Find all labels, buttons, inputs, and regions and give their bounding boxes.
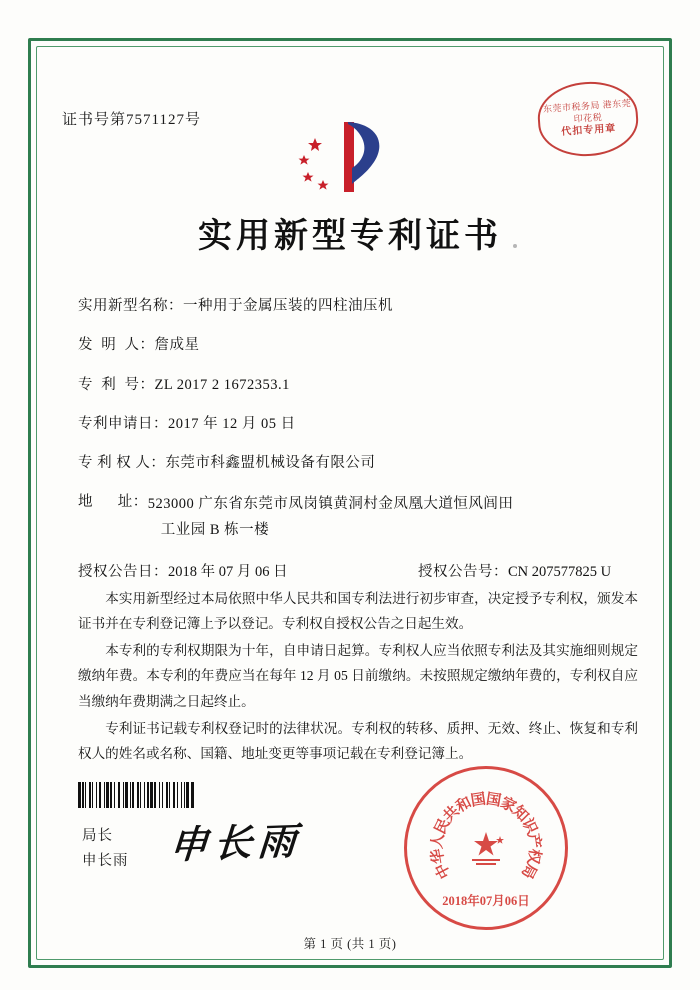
field-value: CN 207577825 U: [508, 564, 612, 581]
certificate-number: 证书号第7571127号: [62, 112, 201, 128]
page-title: 实用新型专利证书: [198, 218, 502, 255]
field-label: 授权公告日：: [78, 564, 168, 581]
field-value: 一种用于金属压装的四柱油压机: [183, 298, 393, 314]
field-row-patentee: [78, 453, 640, 473]
seal-arc-char: 和: [453, 794, 475, 816]
field-value: ZL 2017 2 1672353.1: [154, 376, 290, 393]
seal-arc-char: 产: [524, 832, 543, 850]
publication-number-group: [418, 562, 611, 582]
barcode: [78, 782, 260, 808]
legal-text-block: [78, 586, 638, 768]
handwritten-signature: 申长雨: [168, 817, 304, 868]
cnipa-logo: [282, 118, 402, 198]
publication-date-group: [78, 562, 418, 582]
seal-arc-char: 知: [509, 803, 532, 826]
tax-stamp-line2: 印花税: [573, 112, 603, 125]
page-footer: 第 1 页 (共 1 页): [303, 937, 397, 951]
address-line-1: 523000 广东省东莞市凤岗镇黄洞村金凤凰大道恒风闾田: [147, 496, 514, 513]
field-value: 詹成星: [154, 337, 200, 354]
field-value: 东莞市科鑫盟机械设备有限公司: [165, 455, 376, 472]
seal-arc-char: 国: [469, 791, 488, 810]
field-label: 实用新型名称：: [78, 298, 183, 314]
field-row-application-date: [78, 414, 640, 434]
field-row-inventor: [78, 335, 640, 355]
title-dot-mark: [513, 244, 517, 248]
fields-block: [78, 296, 640, 602]
field-row-utility-model-name: [78, 296, 640, 316]
tax-stamp-line3: 代扣专用章: [561, 123, 617, 139]
seal-arc-char: 共: [440, 803, 463, 826]
director-name-label: 申长雨: [82, 852, 129, 869]
seal-arc-char: 局: [517, 860, 539, 881]
field-label: 专利申请日：: [78, 415, 168, 432]
national-emblem-icon: [458, 820, 514, 876]
field-label: 专 利 权 人：: [78, 455, 166, 472]
seal-arc-char: 中: [433, 860, 455, 881]
field-value: [148, 492, 640, 543]
seal-arc-char: 人: [429, 832, 448, 850]
field-value: 2017 年 12 月 05 日: [168, 415, 296, 432]
director-title-label: 局长: [82, 828, 113, 844]
legal-paragraph-1: 本实用新型经过本局依照中华人民共和国专利法进行初步审查，决定授予专利权，颁发本证书并在专利登记簿上予以登记。专利权自授权公告之日起生效。: [78, 591, 638, 632]
seal-arc-char: 家: [497, 794, 519, 816]
address-line-2: 工业园 B 栋一楼: [160, 521, 270, 538]
seal-arc-char: 民: [432, 816, 454, 837]
legal-paragraph-3: 专利证书记载专利权登记时的法律状况。专利权的转移、质押、无效、终止、恢复和专利权人的姓名或名称、国籍、地址变更等事项记载在专利登记簿上。: [78, 720, 638, 761]
field-row-patent-number: [78, 375, 640, 395]
seal-arc-char: 识: [518, 816, 540, 837]
seal-arc-char: 国: [484, 791, 503, 810]
field-label: 专 利 号：: [78, 376, 155, 393]
field-label: 授权公告号：: [418, 564, 508, 581]
field-row-publication: [78, 562, 640, 582]
tax-stamp-line1: 东莞市税务局 港东莞: [542, 98, 632, 115]
seal-date: 2018年07月06日: [442, 894, 530, 908]
field-label: 地 址：: [78, 494, 148, 511]
field-value: 2018 年 07 月 06 日: [168, 564, 288, 581]
field-label: 发 明 人：: [78, 337, 155, 354]
legal-paragraph-2: 本专利的专利权期限为十年，自申请日起算。专利权人应当依照专利法及其实施细则规定缴纳年费。本专利的年费应当在每年 12 月 05 日前缴纳。未按照规定缴纳年费的，专利权自应当缴纳年费期满之日起终止。: [78, 643, 638, 709]
signature-labels: [82, 824, 129, 873]
field-row-address: [78, 492, 640, 543]
seal-arc-char: 权: [524, 847, 543, 865]
official-seal: [404, 766, 568, 930]
seal-arc-char: 华: [429, 847, 448, 865]
